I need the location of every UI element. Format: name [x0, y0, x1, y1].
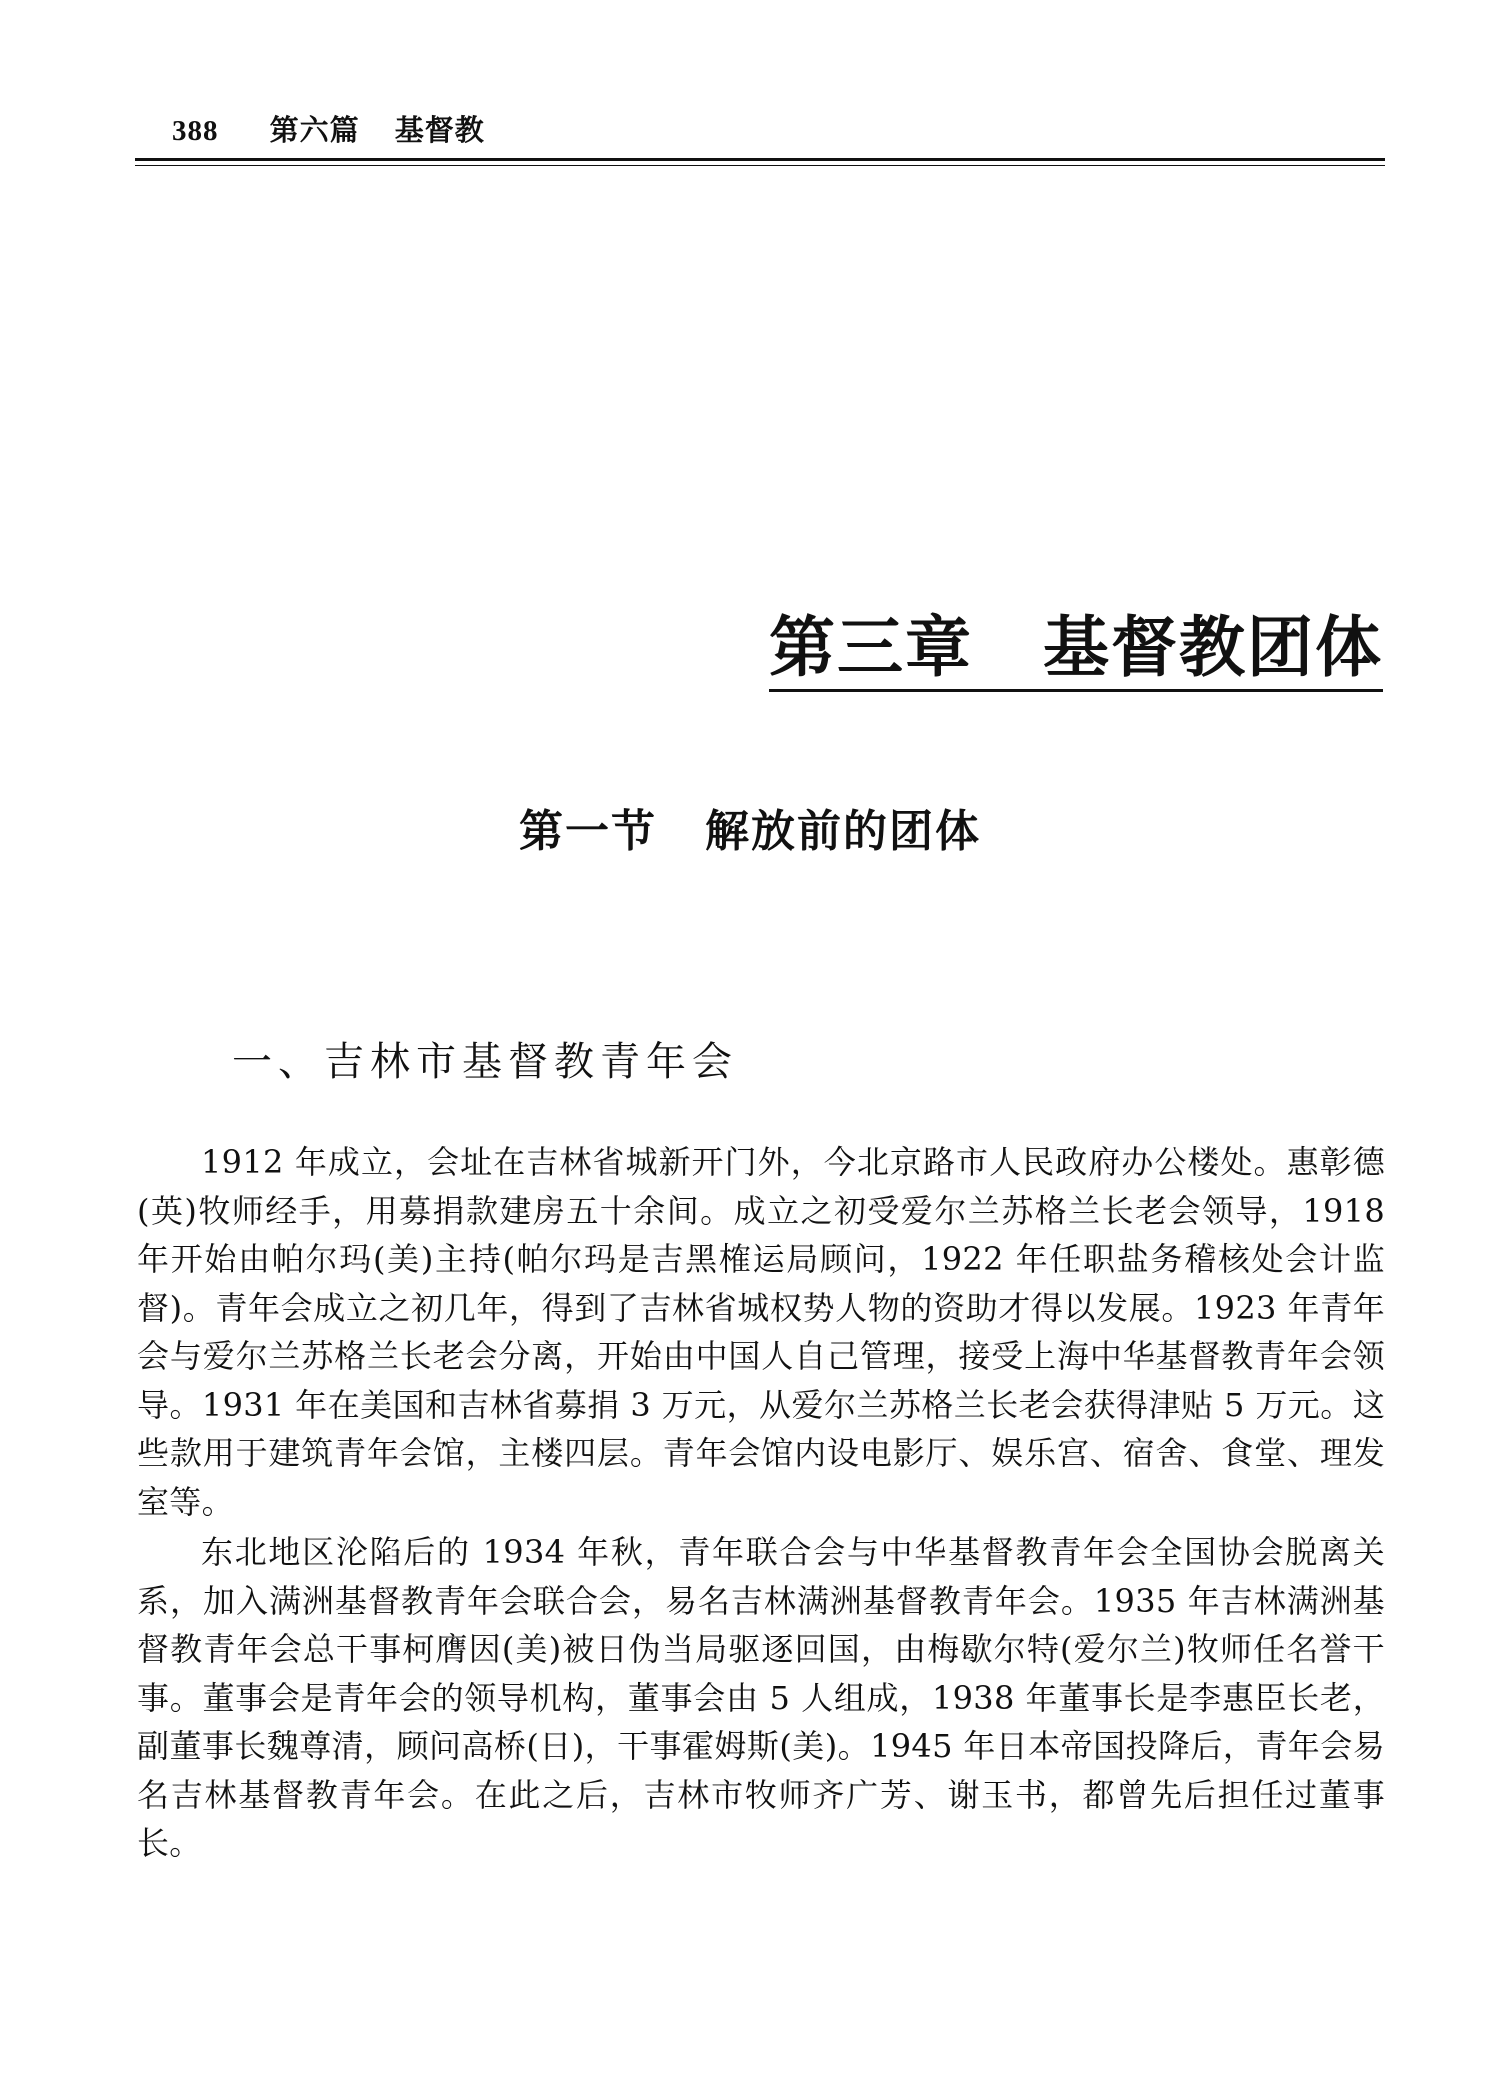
chapter-number: 第三章	[769, 608, 973, 686]
section-number: 第一节	[519, 806, 657, 857]
running-header	[172, 108, 485, 149]
header-rule-thin	[135, 165, 1385, 166]
header-rule-thick	[135, 158, 1385, 161]
body-paragraph: 东北地区沦陷后的 1934 年秋，青年联合会与中华基督教青年会全国协会脱离关系，加入满洲基督教青年会联合会，易名吉林满洲基督教青年会。1935 年吉林满洲基督教青年会总干事柯膺因(美)被日伪当局驱逐回国，由梅歇尔特(爱尔兰)牧师任名誉干事。董事会是青年会的领导机构，董事会由 5 人组成，1938 年董事长是李惠臣长老，副董事长魏尊清，顾问高桥(日)，干事霍姆斯(美)。1945 年日本帝国投降后，青年会易名吉林基督教青年会。在此之后，吉林市牧师齐广芳、谢玉书，都曾先后担任过董事长。	[137, 1533, 1385, 1862]
subsection-title: 一、吉林市基督教青年会	[232, 1039, 738, 1085]
chapter-name: 基督教团体	[1043, 608, 1383, 686]
section-title	[0, 795, 1500, 859]
part-subject: 基督教	[394, 113, 485, 147]
body-paragraph: 1912 年成立，会址在吉林省城新开门外，今北京路市人民政府办公楼处。惠彰德(英)牧师经手，用募捐款建房五十余间。成立之初受爱尔兰苏格兰长老会领导，1918 年开始由帕尔玛(美)主持(帕尔玛是吉黑榷运局顾问，1922 年任职盐务稽核处会计监督)。青年会成立之初几年，得到了吉林省城权势人物的资助才得以发展。1923 年青年会与爱尔兰苏格兰长老会分离，开始由中国人自己管理，接受上海中华基督教青年会领导。1931 年在美国和吉林省募捐 3 万元，从爱尔兰苏格兰长老会获得津贴 5 万元。这些款用于建筑青年会馆，主楼四层。青年会馆内设电影厅、娱乐宫、宿舍、食堂、理发室等。	[137, 1143, 1385, 1521]
body-text	[137, 1138, 1385, 1870]
section-name: 解放前的团体	[705, 806, 981, 857]
chapter-title	[769, 608, 1383, 692]
part-title: 第六篇	[269, 113, 360, 147]
page-number: 388	[172, 115, 219, 147]
